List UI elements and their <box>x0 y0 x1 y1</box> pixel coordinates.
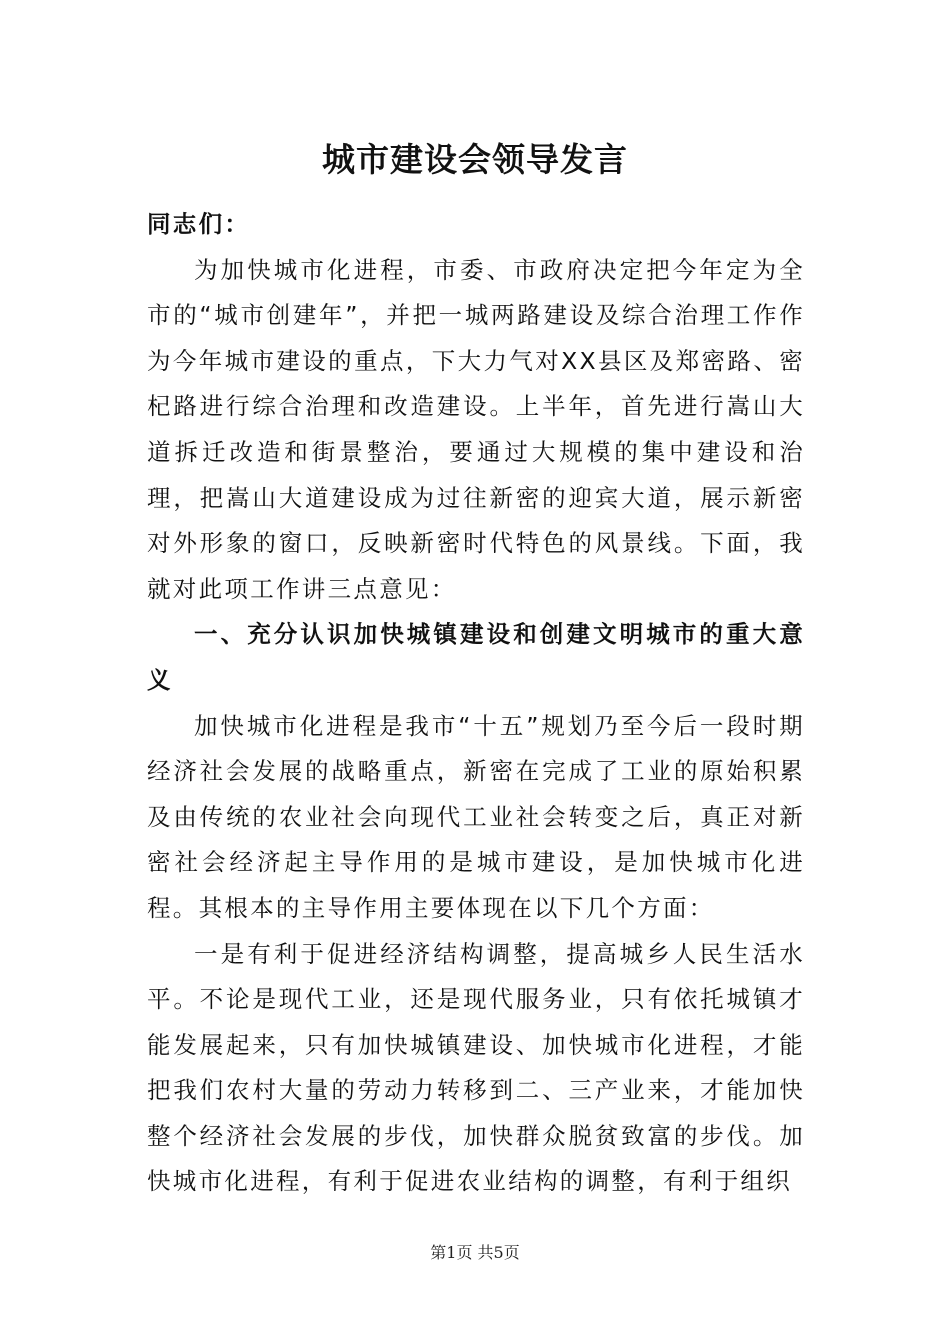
section-heading-1: 一、充分认识加快城镇建设和创建文明城市的重大意义 <box>147 620 805 694</box>
paragraph-point-one: 一是有利于促进经济结构调整，提高城乡人民生活水平。不论是现代工业，还是现代服务业，只有依托城镇才能发展起来，只有加快城镇建设、加快城市化进程，才能把我们农村大量的劳动力转移到二、三产业来，才能加快整个经济社会发展的步伐，加快群众脱贫致富的步伐。加快城市化进程，有利于促进农业结构的调整，有利于组织 <box>147 939 805 1196</box>
paragraph-significance: 加快城市化进程是我市“十五”规划乃至今后一段时期经济社会发展的战略重点，新密在完成了工业的原始积累及由传统的农业社会向现代工业社会转变之后，真正对新密社会经济起主导作用的是城市建设，是加快城市化进程。其根本的主导作用主要体现在以下几个方面： <box>147 711 805 922</box>
salutation: 同志们： <box>147 210 251 238</box>
document-body <box>147 202 805 1205</box>
paragraph-intro: 为加快城市化进程，市委、市政府决定把今年定为全市的“城市创建年”，并把一城两路建设及综合治理工作作为今年城市建设的重点，下大力气对XX县区及郑密路、密杞路进行综合治理和改造建设。上半年，首先进行嵩山大道拆迁改造和街景整治，要通过大规模的集中建设和治理，把嵩山大道建设成为过往新密的迎宾大道，展示新密对外形象的窗口，反映新密时代特色的风景线。下面，我就对此项工作讲三点意见： <box>147 255 805 603</box>
document-title: 城市建设会领导发言 <box>322 140 628 179</box>
page-number-footer: 第1页 共5页 <box>430 1243 520 1262</box>
